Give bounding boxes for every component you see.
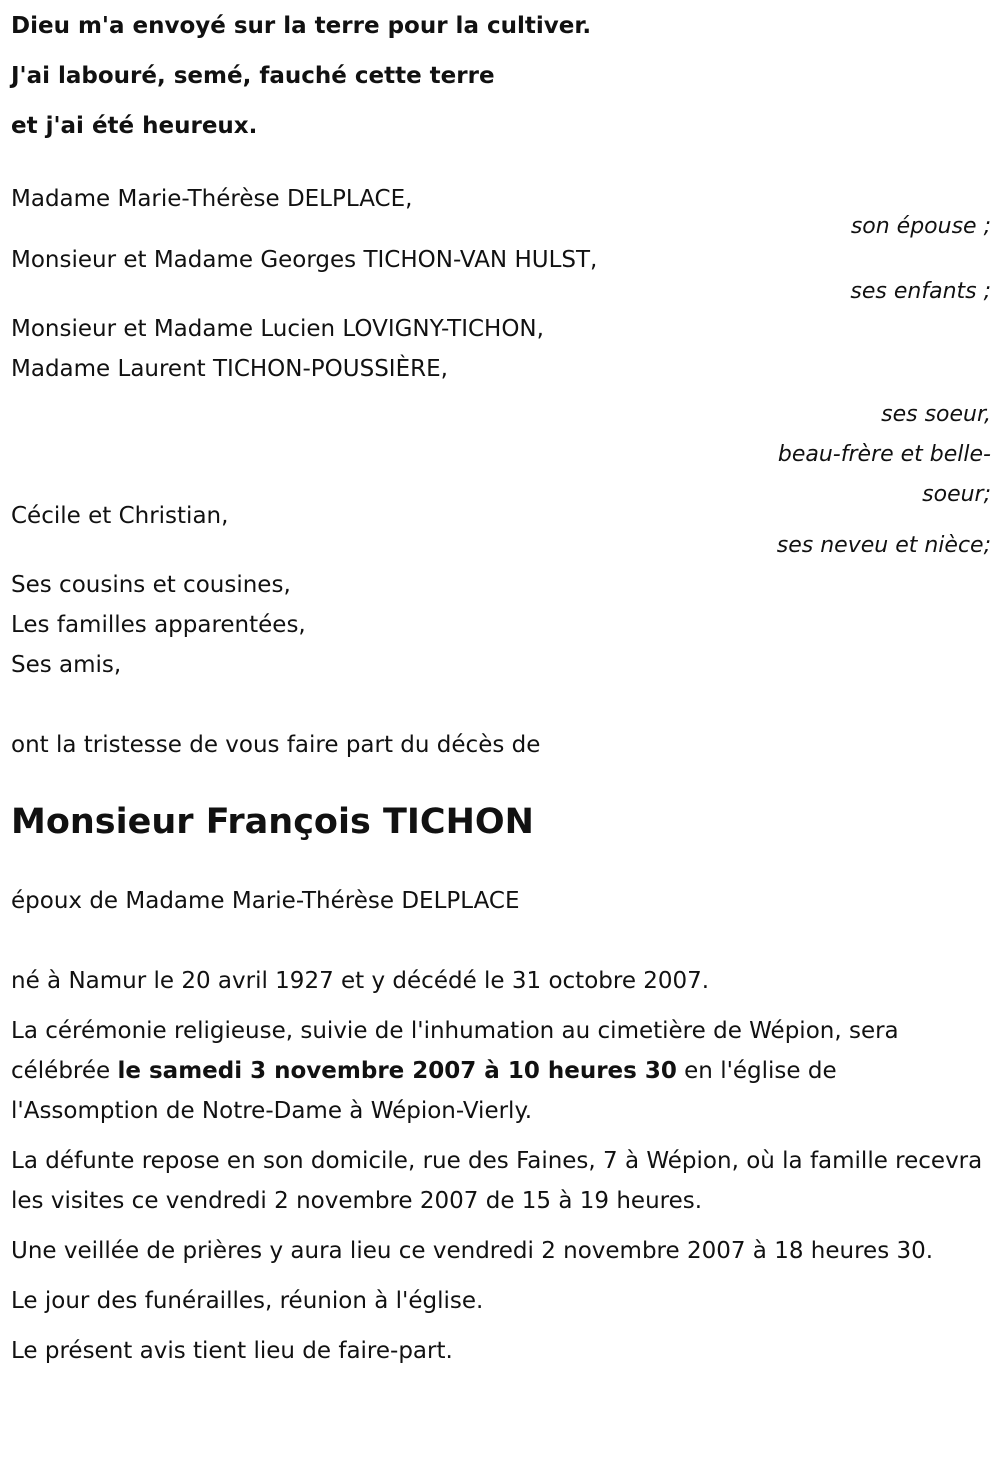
family-siblings (11, 309, 991, 507)
vigil-paragraph: Une veillée de prières y aura lieu ce vendredi 2 novembre 2007 à 18 heures 30. (11, 1238, 934, 1264)
epigraph-line: Dieu m'a envoyé sur la terre pour la cultiver. (11, 13, 592, 39)
family-nephews (11, 501, 991, 561)
epigraph (11, 0, 991, 151)
family-relation: ses soeur, (881, 402, 991, 427)
family-name: Monsieur et Madame Lucien LOVIGNY-TICHON, (11, 316, 544, 342)
spouse-of: époux de Madame Marie-Thérèse DELPLACE (11, 888, 520, 914)
ceremony-paragraph (11, 1011, 991, 1131)
notice-paragraph: Le présent avis tient lieu de faire-part. (11, 1338, 453, 1364)
family-relation: son épouse ; (850, 214, 991, 239)
ceremony-date: le samedi 3 novembre 2007 à 10 heures 30 (117, 1058, 677, 1084)
funeral-day-paragraph: Le jour des funérailles, réunion à l'église. (11, 1288, 484, 1314)
family-name: Monsieur et Madame Georges TICHON-VAN HULST, (11, 247, 598, 273)
family-relation: soeur; (922, 482, 991, 507)
family-relation: beau-frère et belle- (777, 442, 991, 467)
epigraph-line: et j'ai été heureux. (11, 113, 258, 139)
announcement: ont la tristesse de vous faire part du décès de (11, 732, 541, 758)
birth-death: né à Namur le 20 avril 1927 et y décédé le 31 octobre 2007. (11, 968, 710, 994)
family-name: Ses amis, (11, 652, 122, 678)
visits-paragraph: La défunte repose en son domicile, rue des Faines, 7 à Wépion, où la famille recevra les visites ce vendredi 2 novembre 2007 de 15 à 19 heures. (11, 1148, 983, 1214)
family-name: Madame Marie-Thérèse DELPLACE, (11, 186, 413, 212)
family-relation: ses neveu et nièce; (776, 533, 991, 558)
family-name: Ses cousins et cousines, (11, 572, 291, 598)
family-relation: ses enfants ; (850, 279, 991, 304)
ceremony-text: en l'église de l'Assomption de Notre-Dame à Wépion-Vierly. (11, 1058, 837, 1124)
family-others (11, 565, 991, 685)
family-name: Madame Laurent TICHON-POUSSIÈRE, (11, 356, 448, 382)
ceremony-text: La cérémonie religieuse, suivie de l'inhumation au cimetière de Wépion, sera célébrée (11, 1018, 899, 1084)
family-name: Cécile et Christian, (11, 503, 229, 529)
obituary-notice (11, 0, 991, 1371)
family-children (11, 243, 991, 307)
family-name: Les familles apparentées, (11, 612, 306, 638)
deceased-name: Monsieur François TICHON (11, 802, 534, 842)
epigraph-line: J'ai labouré, semé, fauché cette terre (11, 63, 495, 89)
family-spouse (11, 186, 991, 242)
